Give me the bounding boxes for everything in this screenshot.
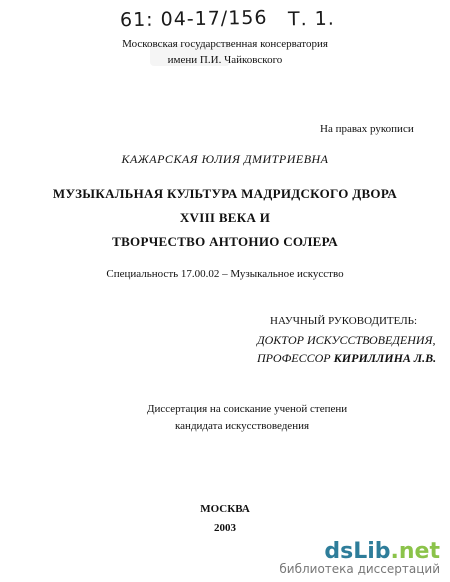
- dissertation-degree-line-1: Диссертация на соискание ученой степени: [147, 403, 348, 415]
- institution-line-2: имени П.И. Чайковского: [167, 54, 283, 66]
- dslib-logo: [279, 539, 440, 564]
- dslib-subtitle: библиотека диссертаций: [279, 562, 440, 576]
- rights-notice: На правах рукописи: [320, 123, 414, 135]
- dslib-logo-suffix: .net: [390, 539, 440, 564]
- supervisor-heading: НАУЧНЫЙ РУКОВОДИТЕЛЬ:: [270, 315, 418, 327]
- supervisor-degree: ДОКТОР ИСКУССТВОВЕДЕНИЯ,: [257, 333, 436, 347]
- city: МОСКВА: [200, 503, 250, 515]
- handwritten-shelfmark: 61: 04-17/156: [119, 6, 268, 32]
- supervisor-name: КИРИЛЛИНА Л.В.: [333, 351, 437, 365]
- supervisor-title-prefix: ПРОФЕССОР: [257, 351, 331, 365]
- dissertation-title-line-3: ТВОРЧЕСТВО АНТОНИО СОЛЕРА: [112, 234, 338, 249]
- handwritten-volume: Т. 1.: [287, 7, 336, 31]
- author-name: КАЖАРСКАЯ ЮЛИЯ ДМИТРИЕВНА: [121, 152, 329, 166]
- dslib-logo-main: Lib: [353, 539, 391, 564]
- supervisor-title: [257, 351, 436, 366]
- dslib-watermark[interactable]: [279, 539, 440, 576]
- dissertation-degree-line-2: кандидата искусствоведения: [175, 420, 310, 432]
- specialty: Специальность 17.00.02 – Музыкальное искусство: [106, 268, 344, 280]
- dissertation-title-line-2: XVIII ВЕКА И: [179, 210, 271, 225]
- dissertation-title-line-1: МУЗЫКАЛЬНАЯ КУЛЬТУРА МАДРИДСКОГО ДВОРА: [52, 186, 398, 201]
- dslib-logo-prefix: ds: [324, 539, 354, 564]
- year: 2003: [214, 522, 236, 534]
- institution-line-1: Московская государственная консерватория: [122, 38, 328, 50]
